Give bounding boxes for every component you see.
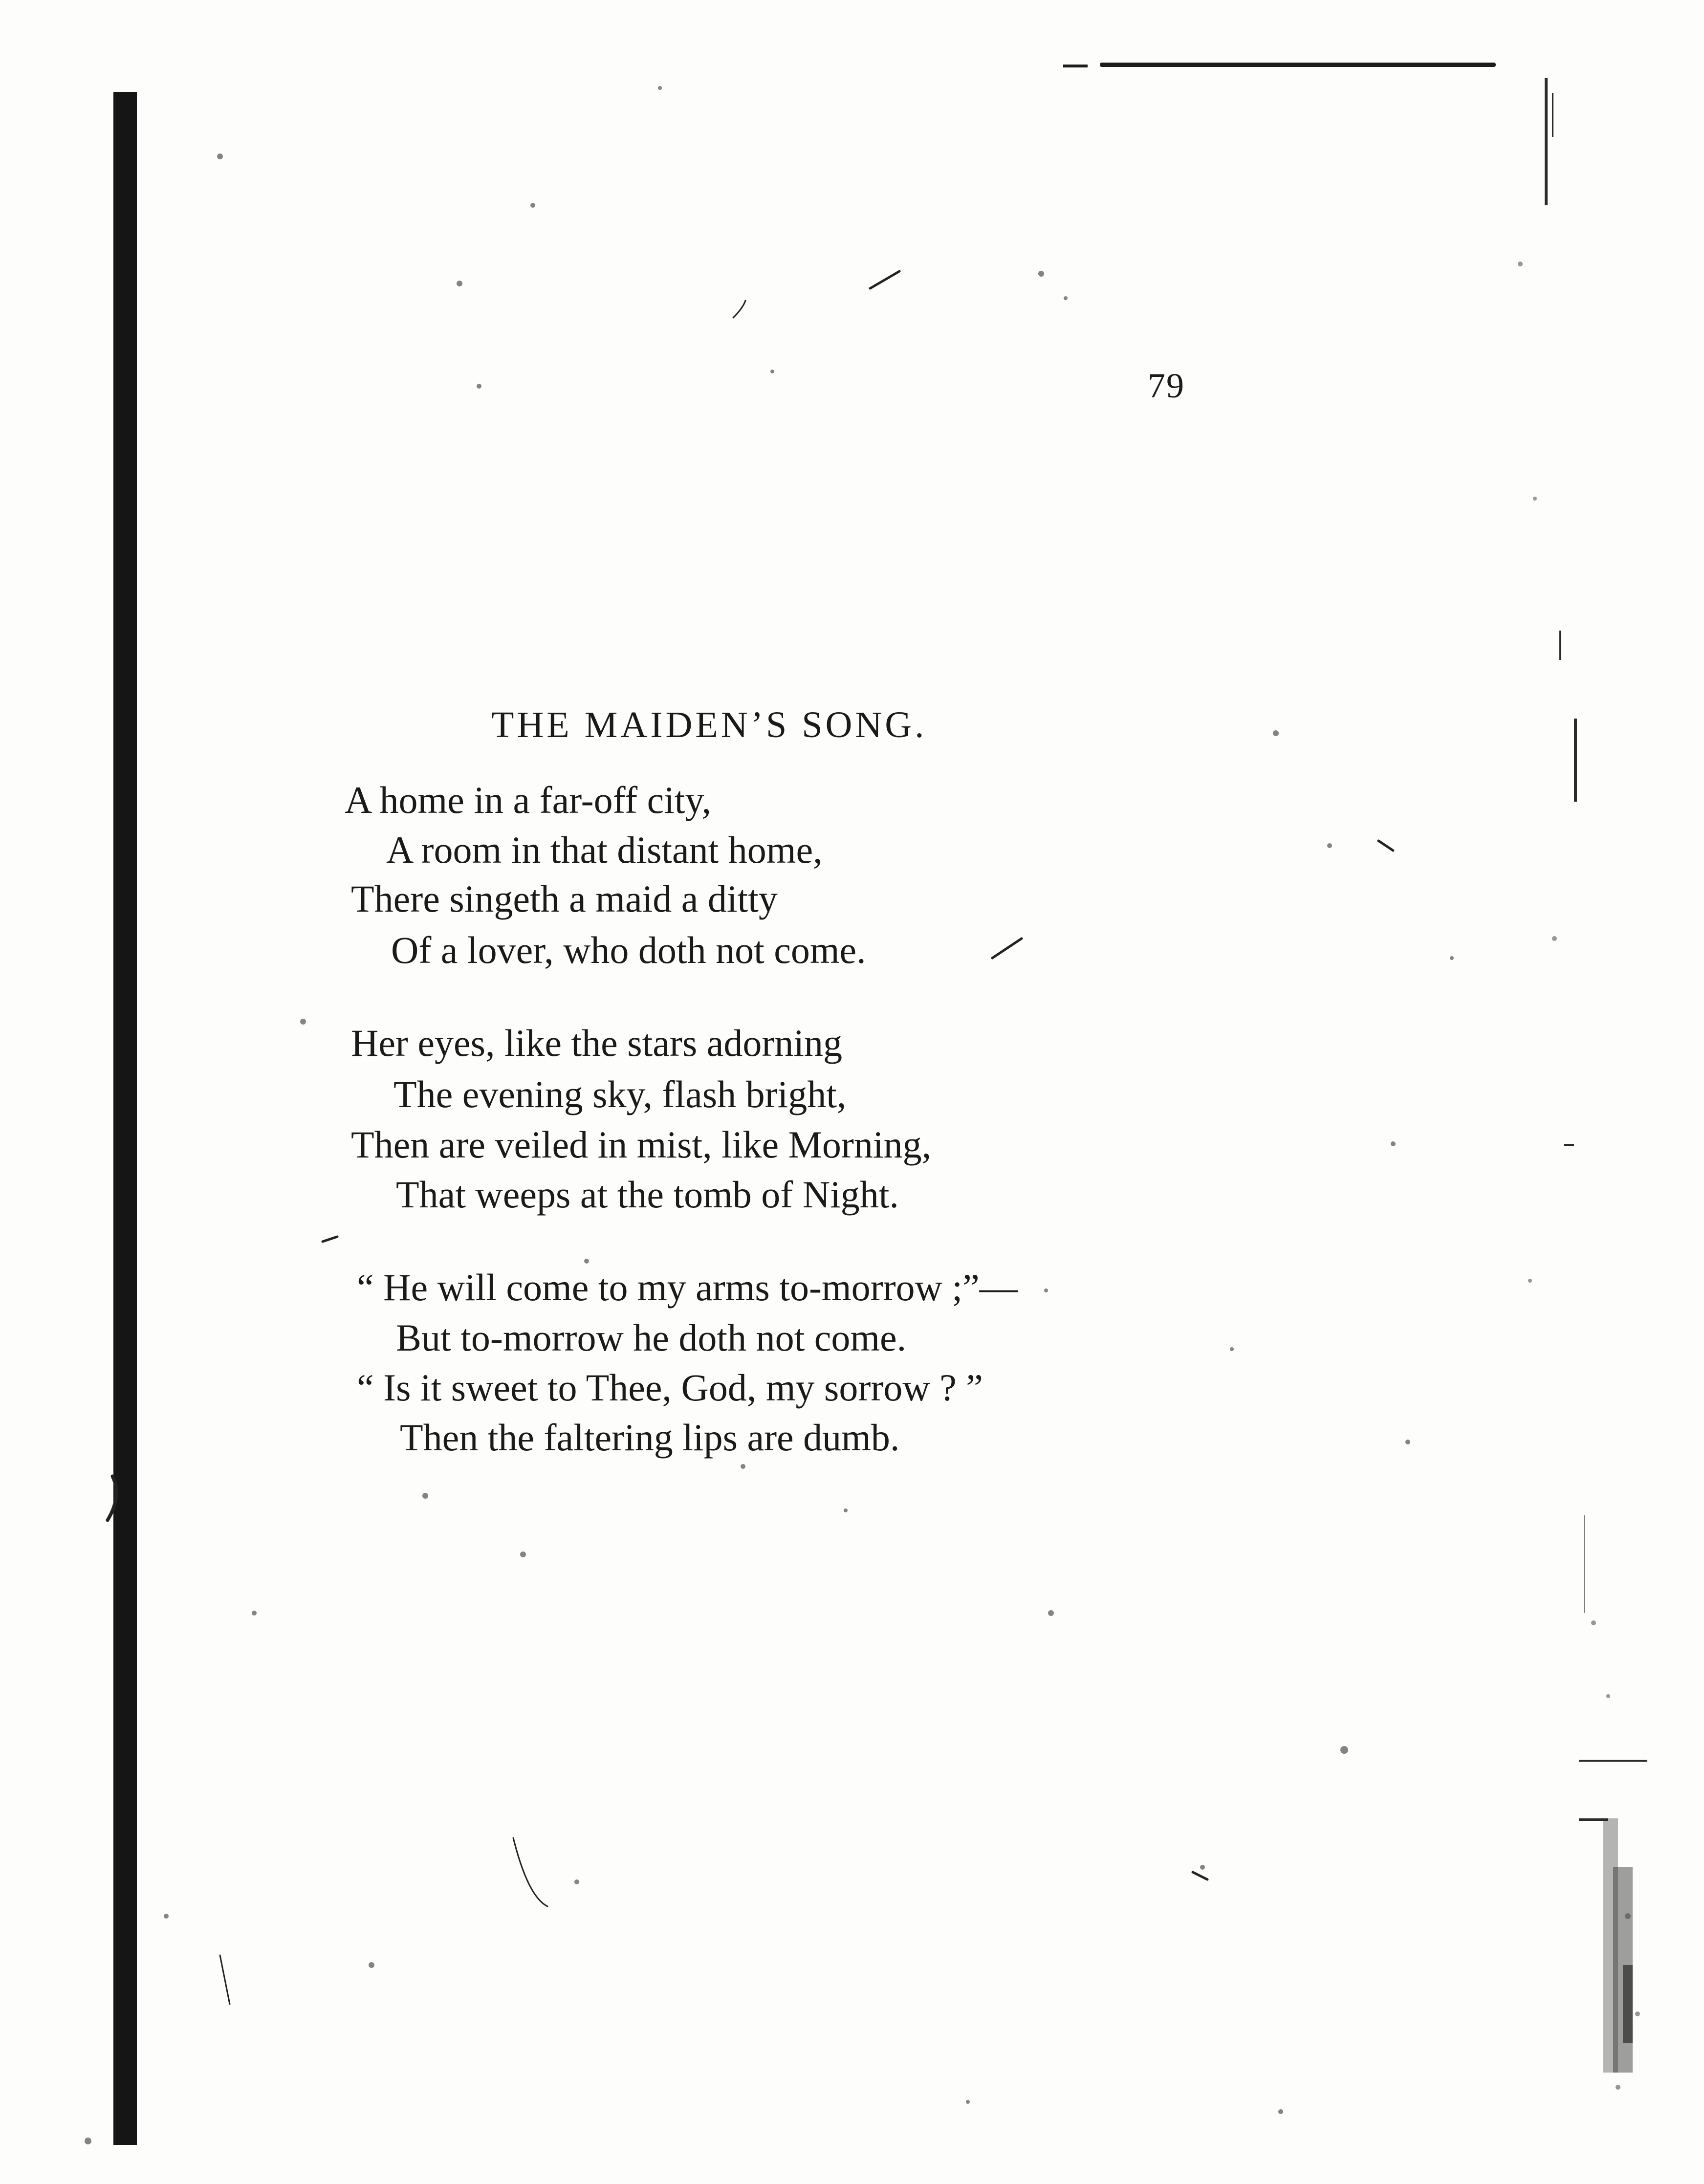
poem-line: Then the faltering lips are dumb. — [400, 1416, 900, 1459]
poem-line: A room in that distant home, — [386, 829, 823, 871]
poem-line: “ Is it sweet to Thee, God, my sorrow ? ” — [357, 1366, 983, 1409]
page-number: 79 — [1148, 366, 1185, 405]
poem-line: That weeps at the tomb of Night. — [396, 1173, 899, 1216]
poem-line: There singeth a maid a ditty — [351, 877, 778, 920]
poem-title: THE MAIDEN’S SONG. — [491, 704, 927, 745]
poem-line: Her eyes, like the stars adorning — [351, 1022, 843, 1064]
poem-line: A home in a far-off city, — [345, 779, 712, 821]
poem-line: The evening sky, flash bright, — [393, 1073, 847, 1115]
poem-line: “ He will come to my arms to-morrow ;”— — [357, 1266, 1018, 1309]
poem-line: Then are veiled in mist, like Morning, — [351, 1123, 932, 1166]
poem-line: But to-morrow he doth not come. — [396, 1316, 907, 1359]
poem-line: Of a lover, who doth not come. — [391, 929, 866, 971]
